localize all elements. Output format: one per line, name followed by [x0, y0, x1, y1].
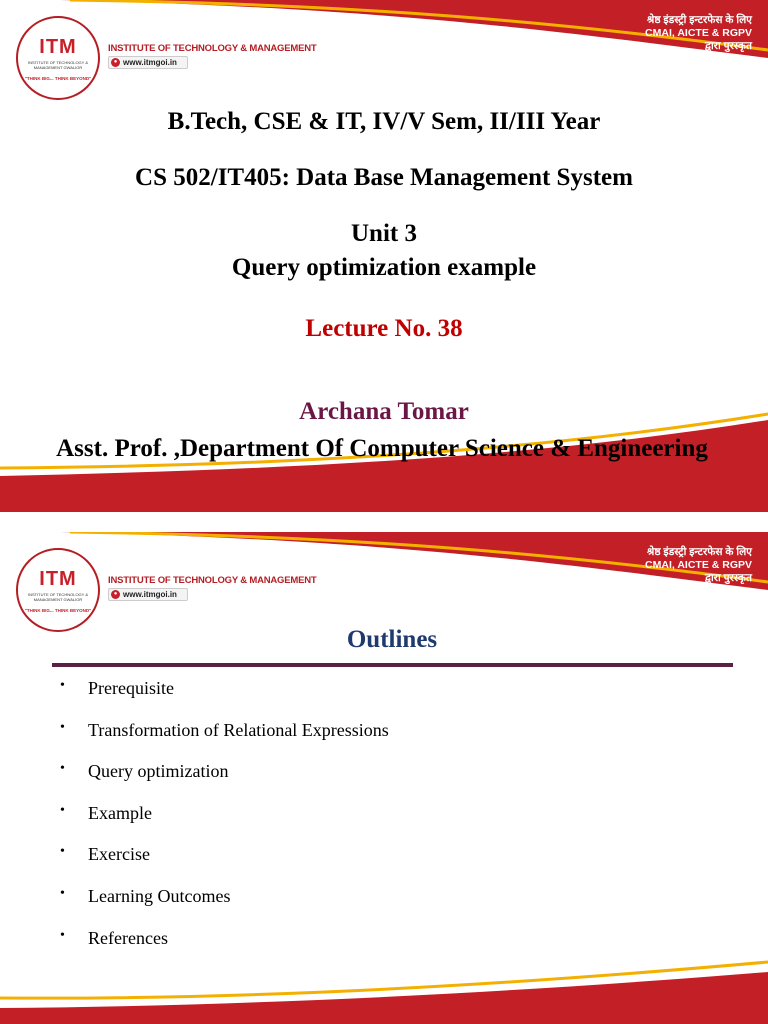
- lecture-number: Lecture No. 38: [305, 315, 463, 342]
- bullet-icon: •: [60, 927, 65, 943]
- author-name: Archana Tomar: [299, 398, 469, 425]
- globe-icon: ●: [111, 58, 120, 67]
- institute-name: INSTITUTE OF TECHNOLOGY & MANAGEMENT: [108, 575, 317, 586]
- list-item: [56, 761, 389, 803]
- award-line-2: CMAI, AICTE & RGPV: [645, 559, 752, 571]
- list-item-label: Query optimization: [88, 761, 229, 782]
- institute-name: INSTITUTE OF TECHNOLOGY & MANAGEMENT: [108, 43, 317, 54]
- logo-text: ITM: [39, 36, 77, 58]
- list-item: [56, 844, 389, 886]
- list-item: [56, 803, 389, 845]
- list-item-label: Transformation of Relational Expressions: [88, 719, 389, 740]
- logo-tagline: "THINK BIG... THINK BEYOND": [24, 76, 92, 81]
- logo-subtext: INSTITUTE OF TECHNOLOGY & MANAGEMENT GWALIOR: [27, 592, 89, 602]
- logo-text: ITM: [39, 568, 77, 590]
- bullet-icon: •: [60, 885, 65, 901]
- award-line-1: श्रेष्ठ इंडस्ट्री इन्टरफेस के लिए: [646, 546, 752, 558]
- topic-title: Query optimization example: [231, 254, 537, 281]
- award-line-2: CMAI, AICTE & RGPV: [645, 27, 752, 39]
- award-text: [645, 14, 752, 53]
- logo-subtext: INSTITUTE OF TECHNOLOGY & MANAGEMENT GWALIOR: [27, 60, 89, 70]
- bullet-icon: •: [60, 802, 65, 818]
- itm-logo: [16, 548, 100, 632]
- author-designation: Asst. Prof. ,Department Of Computer Science & Engineering: [56, 435, 708, 462]
- list-item-label: Prerequisite: [88, 678, 174, 698]
- list-item: [56, 928, 389, 970]
- logo-tagline: "THINK BIG... THINK BEYOND": [24, 608, 92, 613]
- bullet-icon: •: [60, 719, 65, 735]
- bullet-icon: •: [60, 678, 65, 693]
- outline-heading: Outlines: [346, 626, 438, 653]
- list-item: [56, 886, 389, 928]
- list-item: [56, 720, 389, 762]
- award-line-3: द्वारा पुरस्कृत: [704, 40, 752, 52]
- globe-icon: ●: [111, 590, 120, 599]
- list-item-label: Exercise: [88, 844, 150, 865]
- award-line-3: द्वारा पुरस्कृत: [704, 572, 752, 584]
- heading-divider: [52, 663, 733, 667]
- list-item-label: References: [88, 927, 168, 948]
- award-text: [645, 546, 752, 585]
- website-badge: [108, 588, 188, 601]
- website-link[interactable]: www.itmgoi.in: [123, 590, 177, 599]
- course-line: B.Tech, CSE & IT, IV/V Sem, II/III Year: [167, 108, 601, 135]
- outline-list: [56, 678, 389, 969]
- award-line-1: श्रेष्ठ इंडस्ट्री इन्टरफेस के लिए: [646, 14, 752, 26]
- itm-logo: [16, 16, 100, 100]
- list-item-label: Example: [88, 802, 152, 823]
- list-item: [56, 678, 389, 720]
- unit-label: Unit 3: [351, 220, 417, 247]
- bullet-icon: •: [60, 844, 65, 860]
- website-link[interactable]: www.itmgoi.in: [123, 58, 177, 67]
- slide-separator: [0, 512, 768, 532]
- subject-title: CS 502/IT405: Data Base Management System: [135, 164, 633, 191]
- list-item-label: Learning Outcomes: [88, 885, 231, 906]
- website-badge: [108, 56, 188, 69]
- outline-slide: [0, 532, 768, 1024]
- bullet-icon: •: [60, 761, 65, 777]
